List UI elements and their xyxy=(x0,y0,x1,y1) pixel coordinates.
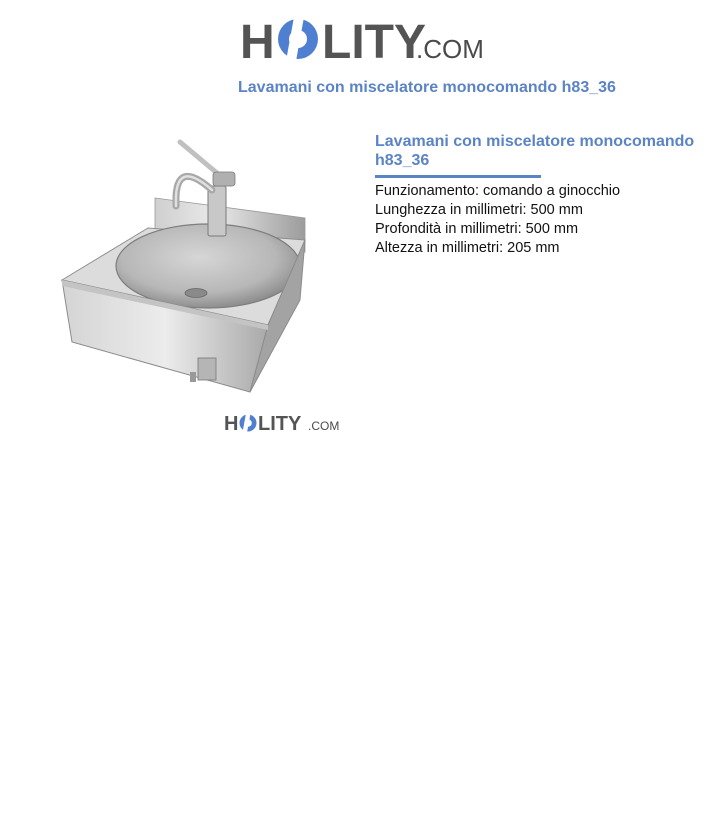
svg-text:LITY: LITY xyxy=(258,413,302,435)
spec-height: Altezza in millimetri: 205 mm xyxy=(375,240,560,256)
product-image xyxy=(0,120,362,460)
svg-text:H: H xyxy=(224,413,239,435)
product-specs xyxy=(375,132,705,258)
spec-list xyxy=(375,182,705,258)
spec-operation: Funzionamento: comando a ginocchio xyxy=(375,183,621,199)
svg-text:.COM: .COM xyxy=(416,34,484,64)
brand-logo[interactable] xyxy=(240,8,500,70)
page-title: Lavamani con miscelatore monocomando h83_36 xyxy=(238,79,616,96)
spec-length: Lunghezza in millimetri: 500 mm xyxy=(375,202,583,218)
heading-divider xyxy=(375,175,541,178)
holity-logo-icon xyxy=(240,8,500,70)
spec-depth: Profondità in millimetri: 500 mm xyxy=(375,221,579,237)
svg-text:LITY: LITY xyxy=(322,16,426,69)
svg-text:H: H xyxy=(240,16,275,69)
product-heading: Lavamani con miscelatore monocomando h83_36 xyxy=(375,133,695,169)
svg-text:.COM: .COM xyxy=(308,419,340,433)
